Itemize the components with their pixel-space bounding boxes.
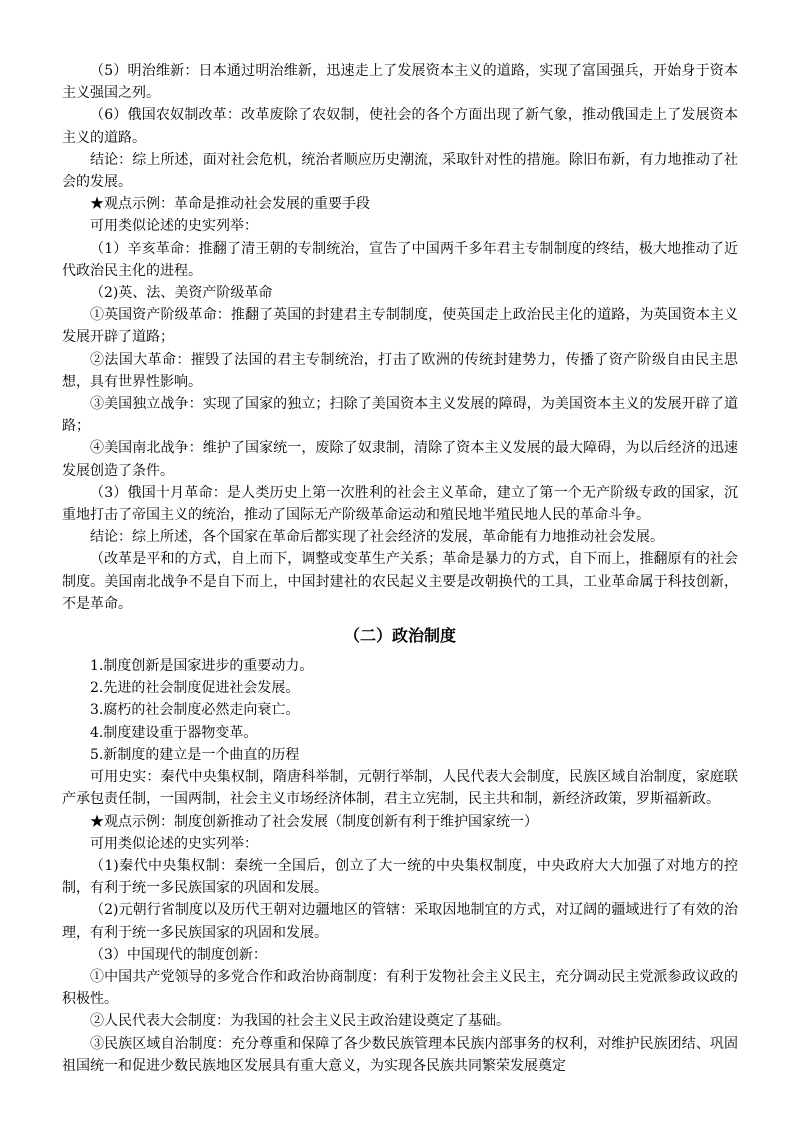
section-political-system bbox=[62, 655, 738, 1077]
paragraph-conclusion-revolution: 结论：综上所述，各个国家在革命后都实现了社会经济的发展，革命能有力地推动社会发展。 bbox=[90, 529, 664, 546]
document-page bbox=[62, 60, 738, 1077]
paragraph-examples-intro: 可用类似论述的史实列举： bbox=[90, 218, 258, 235]
paragraph-regional-autonomy: ③民族区域自治制度：充分尊重和保障了各少数民族管理本民族内部事务的权利，对维护民族团结、巩固祖国统一和促进少数民族地区发展具有重大意义，为实现各民族共同繁荣发展奠定 bbox=[62, 1035, 738, 1074]
paragraph-conclusion-reform: 结论：综上所述，面对社会危机，统治者顺应历史潮流，采取针对性的措施。除旧布新，有力地推动了社会的发展。 bbox=[62, 151, 738, 191]
list-item: 4.制度建设重于器物变革。 bbox=[90, 724, 258, 741]
paragraph-russian-serf-reform: （6）俄国农奴制改革：改革废除了农奴制，使社会的各个方面出现了新气象，推动俄国走上了发展资本主义的道路。 bbox=[62, 107, 738, 146]
paragraph-multiparty-cooperation: ①中国共产党领导的多党合作和政治协商制度：有利于发物社会主义民主，充分调动民主党派参政议政的积极性。 bbox=[62, 968, 738, 1008]
paragraph-qin-centralization: （1)秦代中央集权制：秦统一全国后，创立了大一统的中央集权制度，中央政府大大加强了对地方的控制，有利于统一多民族国家的巩固和发展。 bbox=[62, 857, 738, 897]
section-heading-political-system: （二）政治制度 bbox=[343, 626, 456, 646]
paragraph-npc-system: ②人民代表大会制度：为我国的社会主义民主政治建设奠定了基础。 bbox=[90, 1013, 510, 1030]
paragraph-october-revolution: （3）俄国十月革命：是人类历史上第一次胜利的社会主义革命，建立了第一个无产阶级专政的国家，沉重地打击了帝国主义的统治，推动了国际无产阶级革命运动和殖民地半殖民地人民的革命斗争。 bbox=[62, 484, 738, 524]
paragraph-french-revolution: ②法国大革命：摧毁了法国的君主专制统治，打击了欧洲的传统封建势力，传播了资产阶级自由民主思想，具有世界性影响。 bbox=[62, 351, 738, 390]
paragraph-reform-vs-revolution-note: （改革是平和的方式，自上而下，调整或变革生产关系；革命是暴力的方式，自下而上，推翻原有的社会制度。美国南北战争不是自下而上，中国封建社的农民起义主要是改朝换代的工具，工业革命属于科技创新，不是革命。 bbox=[62, 551, 738, 612]
list-item: 3.腐朽的社会制度必然走向衰亡。 bbox=[90, 702, 300, 719]
paragraph-yuan-province: （2)元朝行省制度以及历代王朝对边疆地区的管辖：采取因地制宜的方式，对辽阔的疆域进行了有效的治理，有利于统一多民族国家的巩固和发展。 bbox=[62, 902, 738, 941]
paragraph-viewpoint-revolution: ★观点示例：革命是推动社会发展的重要手段 bbox=[90, 196, 370, 213]
paragraph-usable-facts: 可用史实：秦代中央集权制，隋唐科举制，元朝行举制，人民代表大会制度，民族区域自治制度，家庭联产承包责任制，一国两制，社会主义市场经济体制，君主立宪制，民主共和制，新经济政策，罗斯福新政。 bbox=[62, 769, 738, 808]
paragraph-examples-intro-2: 可用类似论述的史实列举： bbox=[90, 835, 258, 852]
section-reform-revolution bbox=[62, 60, 738, 615]
paragraph-english-revolution: ①英国资产阶级革命：推翻了英国的封建君主专制制度，使英国走上政治民主化的道路，为英国资本主义发展开辟了道路； bbox=[62, 307, 738, 346]
list-item: 5.新制度的建立是一个曲直的历程 bbox=[90, 746, 300, 763]
list-item: 2.先进的社会制度促进社会发展。 bbox=[90, 680, 300, 697]
paragraph-american-civil-war: ④美国南北战争：维护了国家统一，废除了奴隶制，清除了资本主义发展的最大障碍，为以后经济的迅速发展创造了条件。 bbox=[62, 440, 738, 479]
paragraph-meiji: （5）明治维新：日本通过明治维新，迅速走上了发展资本主义的道路，实现了富国强兵，开始身于资本主义强国之列。 bbox=[62, 63, 738, 102]
list-item: 1.制度创新是国家进步的重要动力。 bbox=[90, 658, 314, 675]
paragraph-modern-innovation: （3）中国现代的制度创新： bbox=[90, 946, 267, 963]
paragraph-american-independence: ③美国独立战争：实现了国家的独立；扫除了美国资本主义发展的障碍，为美国资本主义的发展开辟了道路； bbox=[62, 396, 738, 435]
paragraph-bourgeois-revolutions: （2)英、法、美资产阶级革命 bbox=[90, 285, 273, 302]
paragraph-viewpoint-institution: ★观点示例：制度创新推动了社会发展（制度创新有利于维护国家统一） bbox=[90, 813, 538, 830]
paragraph-xinhai: （1）辛亥革命：推翻了清王朝的专制统治，宣告了中国两千多年君主专制制度的终结，极大地推动了近代政治民主化的进程。 bbox=[62, 240, 738, 279]
